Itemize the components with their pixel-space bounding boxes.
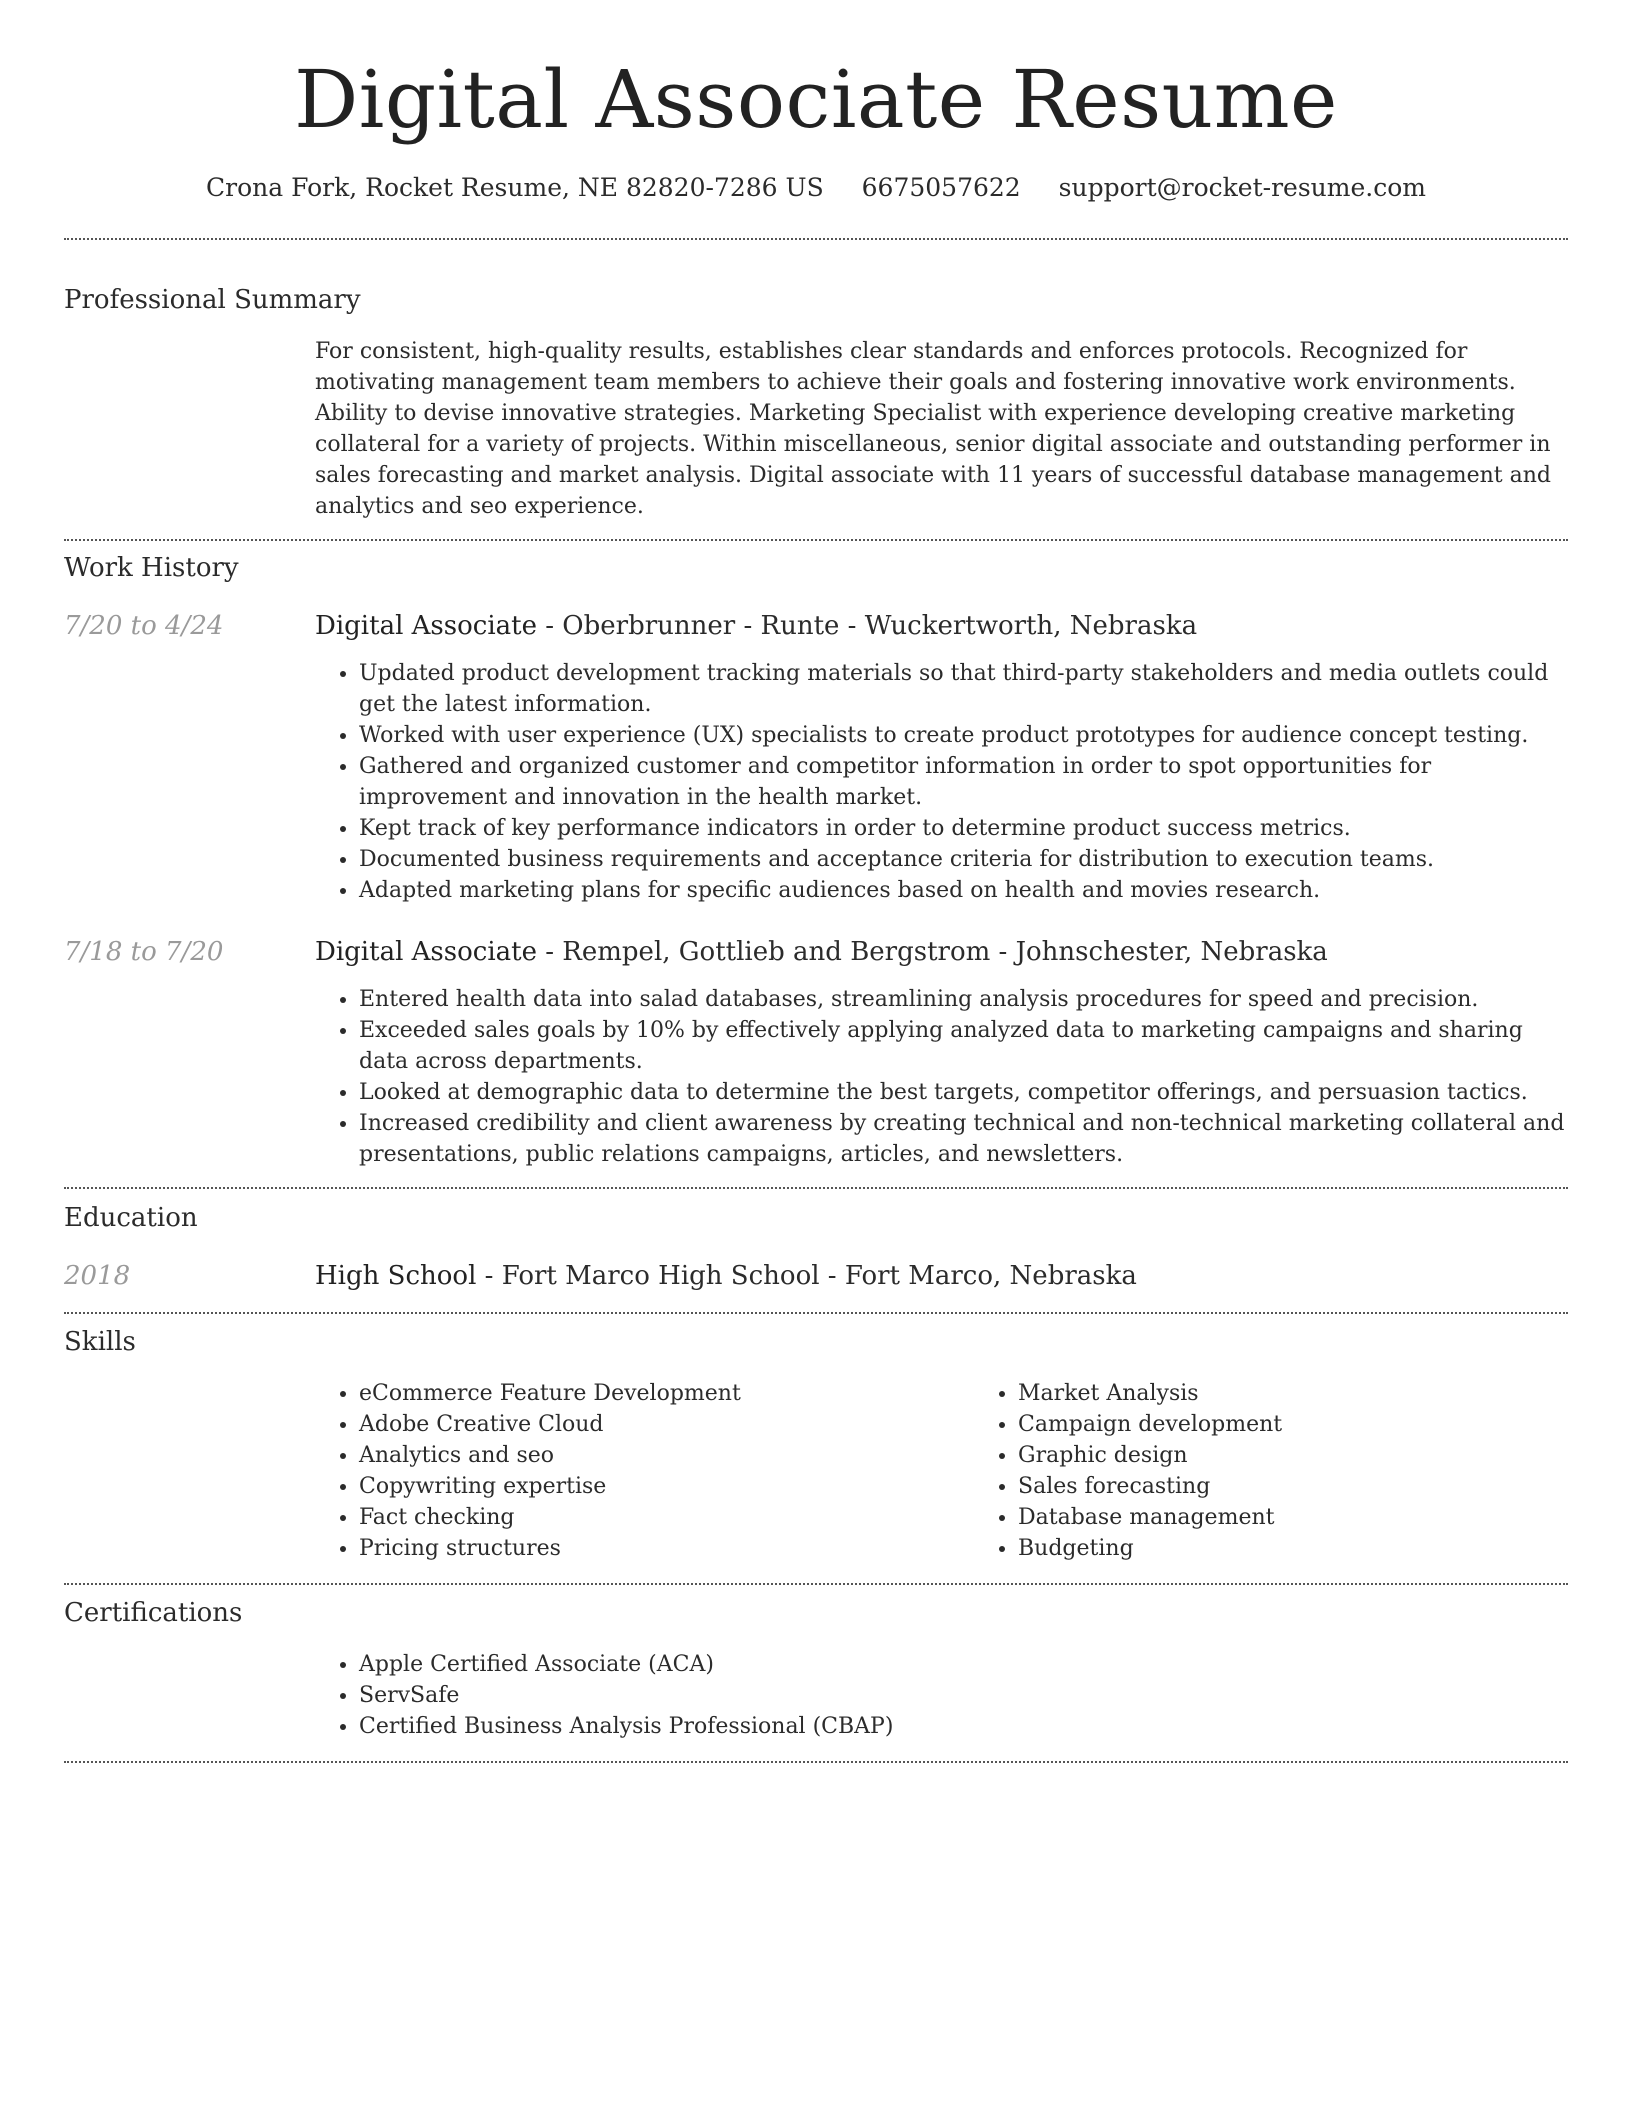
section-divider — [64, 1761, 1568, 1763]
list-item: • Updated product development tracking materials so that third-party stakeholders and media outlets could get the latest information. — [359, 658, 1568, 720]
job-details: - Oberbrunner - Runte - Wuckertworth, Nebraska — [536, 611, 1198, 641]
list-item: • Market Analysis — [1018, 1378, 1632, 1409]
section-heading-certifications: Certifications — [64, 1598, 243, 1628]
list-item: • Worked with user experience (UX) specialists to create product prototypes for audience concept testing. — [359, 720, 1568, 751]
list-item: • eCommerce Feature Development — [359, 1378, 974, 1409]
list-item: • Sales forecasting — [1018, 1471, 1632, 1502]
list-item: • Increased credibility and client awareness by creating technical and non-technical marketing collateral and presentations, public relations campaigns, articles, and newsletters. — [359, 1108, 1568, 1170]
job-entry — [64, 935, 1568, 1170]
section-heading-work: Work History — [64, 553, 239, 583]
job-heading — [315, 935, 1568, 969]
professional-summary-section — [64, 240, 1568, 522]
list-item: • Copywriting expertise — [359, 1471, 974, 1502]
list-item: • Pricing structures — [359, 1533, 974, 1564]
job-role: Digital Associate — [315, 611, 537, 641]
job-heading — [315, 609, 1568, 643]
summary-text: For consistent, high-quality results, establishes clear standards and enforces protocols. Recognized for motivating management team members to achieve their goals and fostering innovative work environments. Ability to devise innovative strategies. Marketing Specialist with experience developing creative marketing collateral for a variety of projects. Within miscellaneous, senior digital associate and outstanding performer in sales forecasting and market analysis. Digital associate with 11 years of successful database management and analytics and seo experience. — [315, 339, 1551, 519]
contact-line — [64, 172, 1568, 204]
job-bullets — [315, 658, 1568, 906]
list-item: • Adapted marketing plans for specific audiences based on health and movies research. — [359, 875, 1568, 906]
job-role: Digital Associate — [315, 937, 537, 967]
education-details: - Fort Marco High School - Fort Marco, Nebraska — [476, 1261, 1137, 1291]
section-heading-summary: Professional Summary — [64, 285, 361, 315]
list-item: • Graphic design — [1018, 1440, 1632, 1471]
education-year: 2018 — [64, 1261, 131, 1291]
section-heading-skills: Skills — [64, 1327, 136, 1357]
skills-list-right — [974, 1378, 1632, 1564]
education-degree: High School — [315, 1261, 477, 1291]
list-item: • Entered health data into salad databases, streamlining analysis procedures for speed and precision. — [359, 984, 1568, 1015]
list-item: • Looked at demographic data to determine the best targets, competitor offerings, and persuasion tactics. — [359, 1077, 1568, 1108]
section-heading-education: Education — [64, 1203, 198, 1233]
job-dates: 7/18 to 7/20 — [64, 937, 224, 967]
list-item: • Database management — [1018, 1502, 1632, 1533]
list-item: • Budgeting — [1018, 1533, 1632, 1564]
education-entry — [64, 1259, 1568, 1293]
contact-email[interactable]: support@rocket-resume.com — [1058, 173, 1426, 202]
list-item: • Documented business requirements and acceptance criteria for distribution to execution teams. — [359, 844, 1568, 875]
job-dates: 7/20 to 4/24 — [64, 611, 224, 641]
list-item: • Exceeded sales goals by 10% by effectively applying analyzed data to marketing campaigns and sharing data across departments. — [359, 1015, 1568, 1077]
list-item: • Fact checking — [359, 1502, 974, 1533]
list-item: • Kept track of key performance indicators in order to determine product success metrics. — [359, 813, 1568, 844]
list-item: • Apple Certified Associate (ACA) — [359, 1649, 1568, 1680]
job-details: - Rempel, Gottlieb and Bergstrom - Johnschester, Nebraska — [536, 937, 1328, 967]
certifications-list — [315, 1649, 1568, 1742]
education-section — [64, 1189, 1568, 1293]
list-item: • Certified Business Analysis Professional (CBAP) — [359, 1711, 1568, 1742]
list-item: • Analytics and seo — [359, 1440, 974, 1471]
contact-address: Crona Fork, Rocket Resume, NE 82820-7286 US — [206, 173, 824, 202]
list-item: • ServSafe — [359, 1680, 1568, 1711]
resume-title: Digital Associate Resume — [294, 53, 1338, 146]
certifications-section — [64, 1585, 1568, 1742]
job-entry — [64, 609, 1568, 906]
job-bullets — [315, 984, 1568, 1170]
skills-section — [64, 1314, 1568, 1564]
contact-phone: 6675057622 — [861, 173, 1021, 202]
skills-list-left — [315, 1378, 974, 1564]
list-item: • Adobe Creative Cloud — [359, 1409, 974, 1440]
education-heading — [315, 1259, 1568, 1293]
list-item: • Gathered and organized customer and competitor information in order to spot opportunities for improvement and innovation in the health market. — [359, 751, 1568, 813]
work-history-section — [64, 541, 1568, 1170]
list-item: • Campaign development — [1018, 1409, 1632, 1440]
